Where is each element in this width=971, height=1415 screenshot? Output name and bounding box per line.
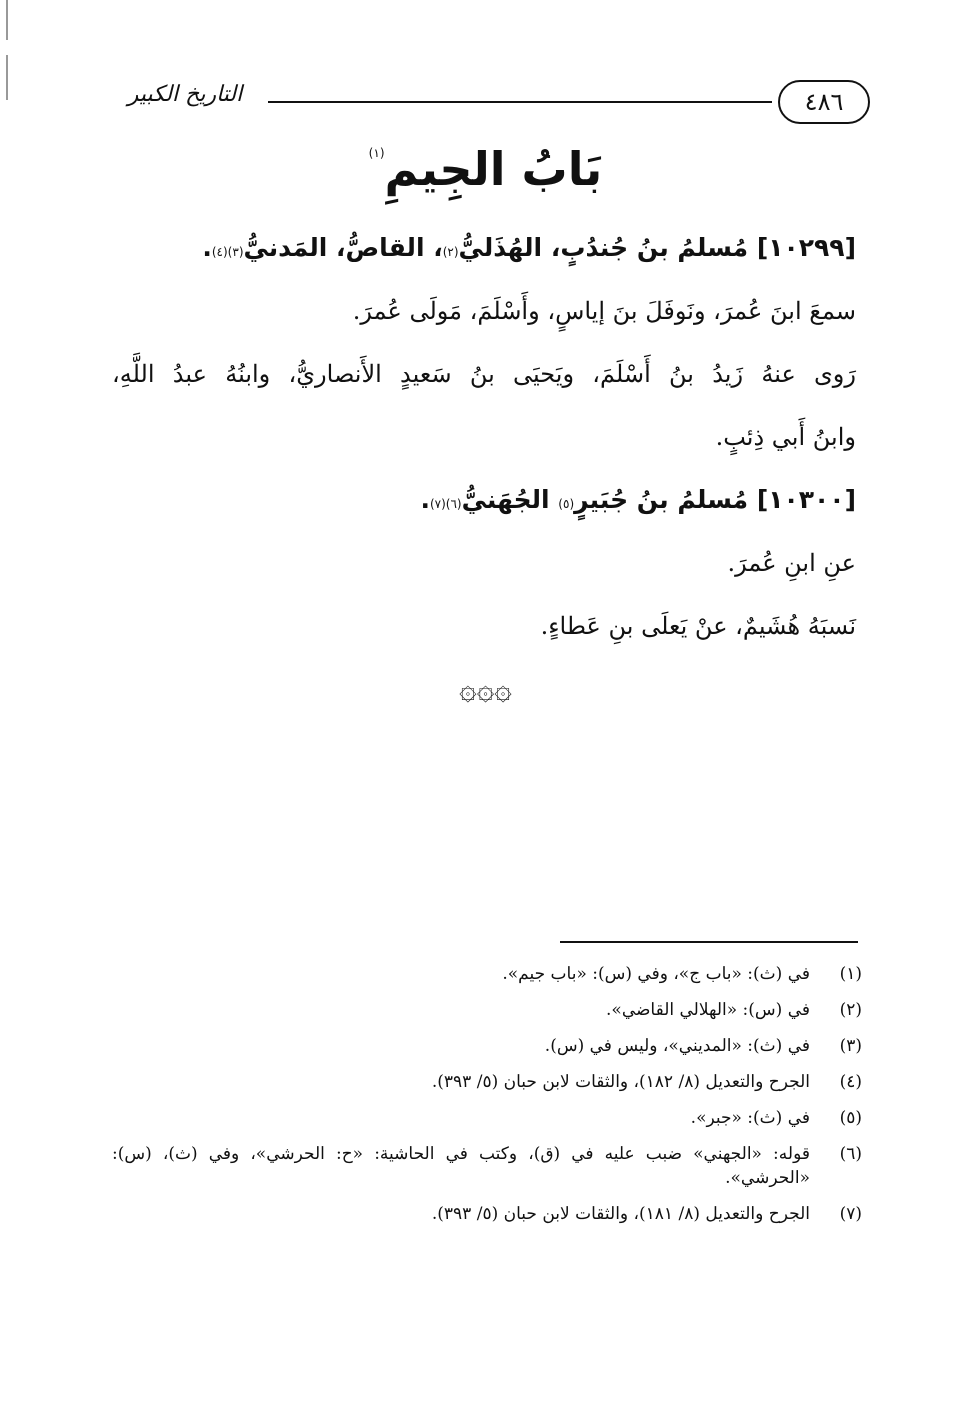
footnote-text: الجرح والتعديل (٨/ ١٨٢)، والثقات لابن حبان (٥/ ٣٩٣). <box>431 1072 810 1092</box>
footnote-text: في (ث): «جبر». <box>690 1108 810 1128</box>
entry-heading-text: [١٠٢٩٩] مُسلمُ بنُ جُندُبٍ، الهُذَليُّ <box>458 233 856 262</box>
footnote-text: في (ث): «باب ج»، وفي (س): «باب جيم». <box>502 964 810 984</box>
header-rule <box>268 101 772 103</box>
entry-line: رَوى عنهُ زَيدُ بنُ أَسْلَمَ، ويَحيَى بنُ سَعيدٍ الأَنصاريُّ، وابنُهُ عبدُ اللَّهِ، <box>112 360 856 388</box>
footnote <box>112 1202 862 1226</box>
footnote-number: (٥) <box>839 1108 862 1128</box>
footnote-ref: (٦)(٧) <box>429 497 462 511</box>
footnote-number: (٦) <box>839 1144 862 1164</box>
footnote <box>112 962 862 986</box>
entry-heading-end: . <box>202 233 212 262</box>
footnote-number: (١) <box>839 964 862 984</box>
footnote-ref: (٢) <box>442 245 459 259</box>
page-header <box>110 80 870 130</box>
entry-line: عنِ ابنِ عُمرَ. <box>727 549 856 577</box>
entry-heading <box>112 474 856 537</box>
entry-heading <box>112 222 856 285</box>
footnote-text: قوله: «الجهني» ضبب عليه في (ق)، وكتب في الحاشية: «ح: الحرشي»، وفي (ث)، (س): «الحرشي». <box>112 1144 810 1188</box>
footnote-number: (٢) <box>839 1000 862 1020</box>
footnote-number: (٧) <box>839 1204 862 1224</box>
entry-heading-text: ، المَدنيُّ <box>243 233 346 262</box>
page-number: ٤٨٦ <box>778 80 870 124</box>
footnote-ref: (٥) <box>558 497 575 511</box>
entry-line: سمعَ ابنَ عُمرَ، ونَوفَلَ بنَ إياسٍ، وأَسْلَمَ، مَولَى عُمرَ. <box>352 297 856 325</box>
entry-line: وابنُ أَبي ذِئبٍ. <box>715 423 856 451</box>
footnote-number: (٣) <box>839 1036 862 1056</box>
scan-edge <box>6 0 8 40</box>
entry-heading-text: [١٠٣٠٠] مُسلمُ بنُ جُبَيرٍ <box>574 485 856 514</box>
footnote-rule <box>560 941 858 943</box>
entry-heading-end: . <box>420 485 430 514</box>
footnote <box>112 1142 862 1190</box>
footnote <box>112 1106 862 1130</box>
scan-edge <box>6 55 8 100</box>
chapter-title-text: بَابُ الجِيمِ <box>384 142 603 196</box>
chapter-title <box>0 142 971 196</box>
footnote-text: في (ث): «المديني»، وليس في (س). <box>544 1036 810 1056</box>
entry-heading-text: الجُهَنيُّ <box>461 485 559 514</box>
footnote-number: (٤) <box>839 1072 862 1092</box>
entry-heading-text: ، القاصُّ <box>345 233 443 262</box>
footnotes <box>112 962 862 1238</box>
footnote <box>112 998 862 1022</box>
main-text <box>112 222 856 663</box>
ornament-divider: ۞۞۞ <box>459 672 512 707</box>
footnote-text: الجرح والتعديل (٨/ ١٨١)، والثقات لابن حبان (٥/ ٣٩٣). <box>431 1204 810 1224</box>
book-title: التاريخ الكبير <box>127 82 243 107</box>
entry-line: نَسبَهُ هُشَيمٌ، عنْ يَعلَى بنِ عَطاءٍ. <box>540 612 856 640</box>
footnote <box>112 1070 862 1094</box>
footnote <box>112 1034 862 1058</box>
footnote-ref: (١) <box>368 146 385 160</box>
footnote-text: في (س): «الهلالي القاضي». <box>606 1000 810 1020</box>
footnote-ref: (٣)(٤) <box>211 245 244 259</box>
